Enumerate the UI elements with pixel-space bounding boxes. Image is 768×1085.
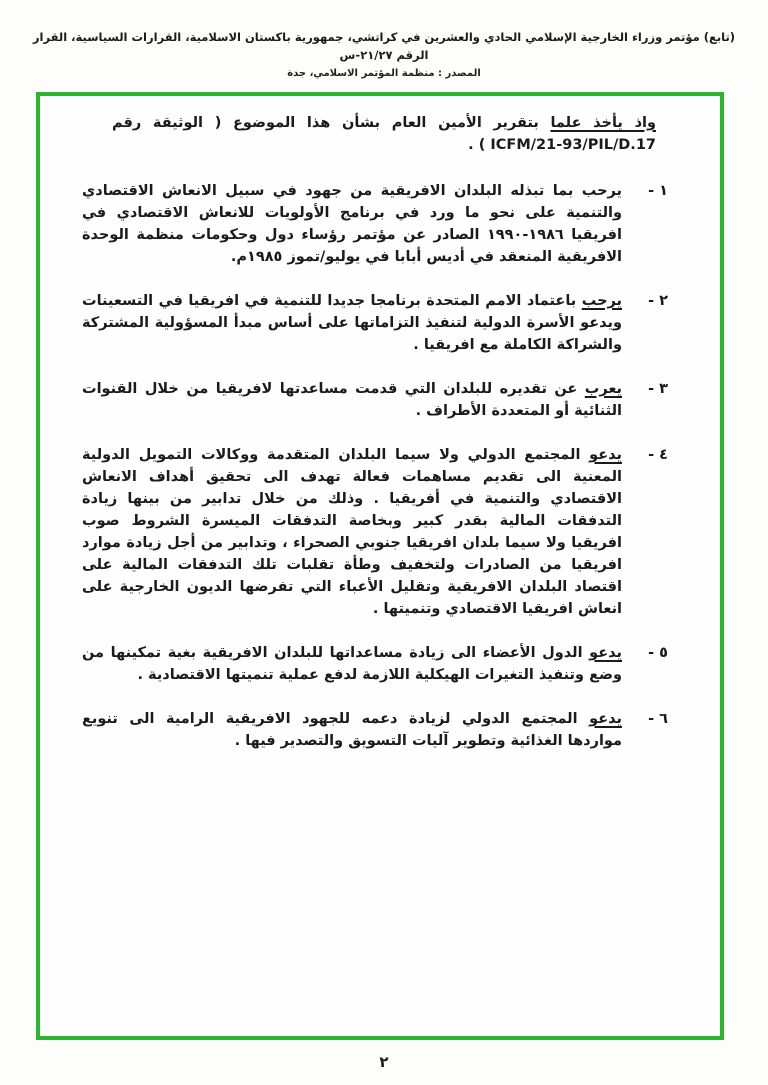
header-title: (تابع) مؤتمر وزراء الخارجية الإسلامي الحادي والعشرين في كراتشي، جمهورية باكستان الاسلامية، القرارات السياسية، القرار الرقم ٢١/٢٧-س — [32, 30, 736, 63]
item-number: ٦ - — [648, 711, 668, 727]
preamble-paragraph — [112, 112, 656, 156]
resolution-item-6 — [82, 708, 668, 752]
item-rest: المجتمع الدولي ولا سيما البلدان المتقدمة ووكالات التمويل الدولية المعنية الى تقديم مساهمات فعالة تهدف الى تحقيق أهداف الانعاش الاقتصادي والتنمية في أفريقيا . وذلك من خلال تدابير من بينها زيادة التدفقات المالية بقدر كبير وبخاصة التدفقات الميسرة الشروط صوب افريقيا ولا سيما بلدان افريقيا جنوبي الصحراء ، وتدابير من أجل زيادة موارد افريقيا من الصادرات ولتخفيف وطأة تقلبات تلك التدفقات المالية على اقتصاد البلدان الافريقية وتقليل الأعباء التي تفرضها الديون الخارجية على انعاش افريقيا الاقتصادي وتنميتها . — [82, 447, 622, 617]
item-rest: المجتمع الدولي لزيادة دعمه للجهود الافريقية الرامية الى تنويع مواردها الغذائية وتطوير آليات التسويق والتصدير فيها . — [82, 711, 622, 749]
resolution-item-1 — [82, 180, 668, 268]
resolution-item-3 — [82, 378, 668, 422]
item-lead: يدعو — [589, 447, 622, 463]
preamble-lead: واذ يأخذ علما — [550, 115, 656, 131]
item-lead: يعرب — [584, 381, 622, 397]
item-number: ٥ - — [648, 645, 668, 661]
item-text — [82, 444, 622, 620]
resolution-body — [40, 96, 720, 1036]
item-rest: باعتماد الامم المتحدة برنامجا جديدا للتنمية في افريقيا في التسعينات ويدعو الأسرة الدولية لتنفيذ التزاماتها على أساس مبدأ المسؤولية المشتركة والشراكة الكاملة مع افريقيا . — [82, 293, 622, 353]
item-text — [82, 708, 622, 752]
header-source: المصدر : منظمة المؤتمر الاسلامي، جدة — [287, 67, 481, 79]
resolution-item-2 — [82, 290, 668, 356]
item-text — [82, 378, 622, 422]
resolution-item-5 — [82, 642, 668, 686]
item-text — [82, 642, 622, 686]
item-lead: يرحب — [581, 293, 622, 309]
item-number: ١ - — [648, 183, 668, 199]
item-text — [82, 290, 622, 356]
preamble-text: بتقرير الأمين العام بشأن هذا الموضوع ( الوثيقة رقم ICFM/21-93/PIL/D.17 ) . — [112, 115, 656, 153]
item-rest: عن تقديره للبلدان التي قدمت مساعدتها لافريقيا من خلال القنوات الثنائية أو المتعددة الأطراف . — [82, 381, 622, 419]
item-rest: بما تبذله البلدان الافريقية من جهود في سبيل الانعاش الاقتصادي والتنمية على نحو ما ورد في برنامج الأولويات للانعاش الاقتصادي في افريقيا ١٩٨٦-١٩٩٠ الصادر عن مؤتمر رؤساء دول وحكومات منظمة الوحدة الافريقية المنعقد في أديس أبابا في يوليو/تموز ١٩٨٥م. — [82, 183, 622, 265]
resolution-item-4 — [82, 444, 668, 620]
item-lead: يرحب — [581, 183, 622, 199]
document-header — [0, 0, 768, 79]
page-footer — [0, 1052, 768, 1071]
item-rest: الدول الأعضاء الى زيادة مساعداتها للبلدان الافريقية بغية تمكينها من وضع وتنفيذ التغيرات الهيكلية اللازمة لدفع عملية تنميتها الاقتصادية . — [82, 645, 622, 683]
content-border-frame — [36, 92, 724, 1040]
page-number: ٢ — [379, 1053, 389, 1071]
item-number: ٣ - — [648, 381, 668, 397]
item-lead: يدعو — [589, 711, 622, 727]
item-lead: يدعو — [589, 645, 622, 661]
item-number: ٤ - — [648, 447, 668, 463]
item-text — [82, 180, 622, 268]
item-number: ٢ - — [648, 293, 668, 309]
